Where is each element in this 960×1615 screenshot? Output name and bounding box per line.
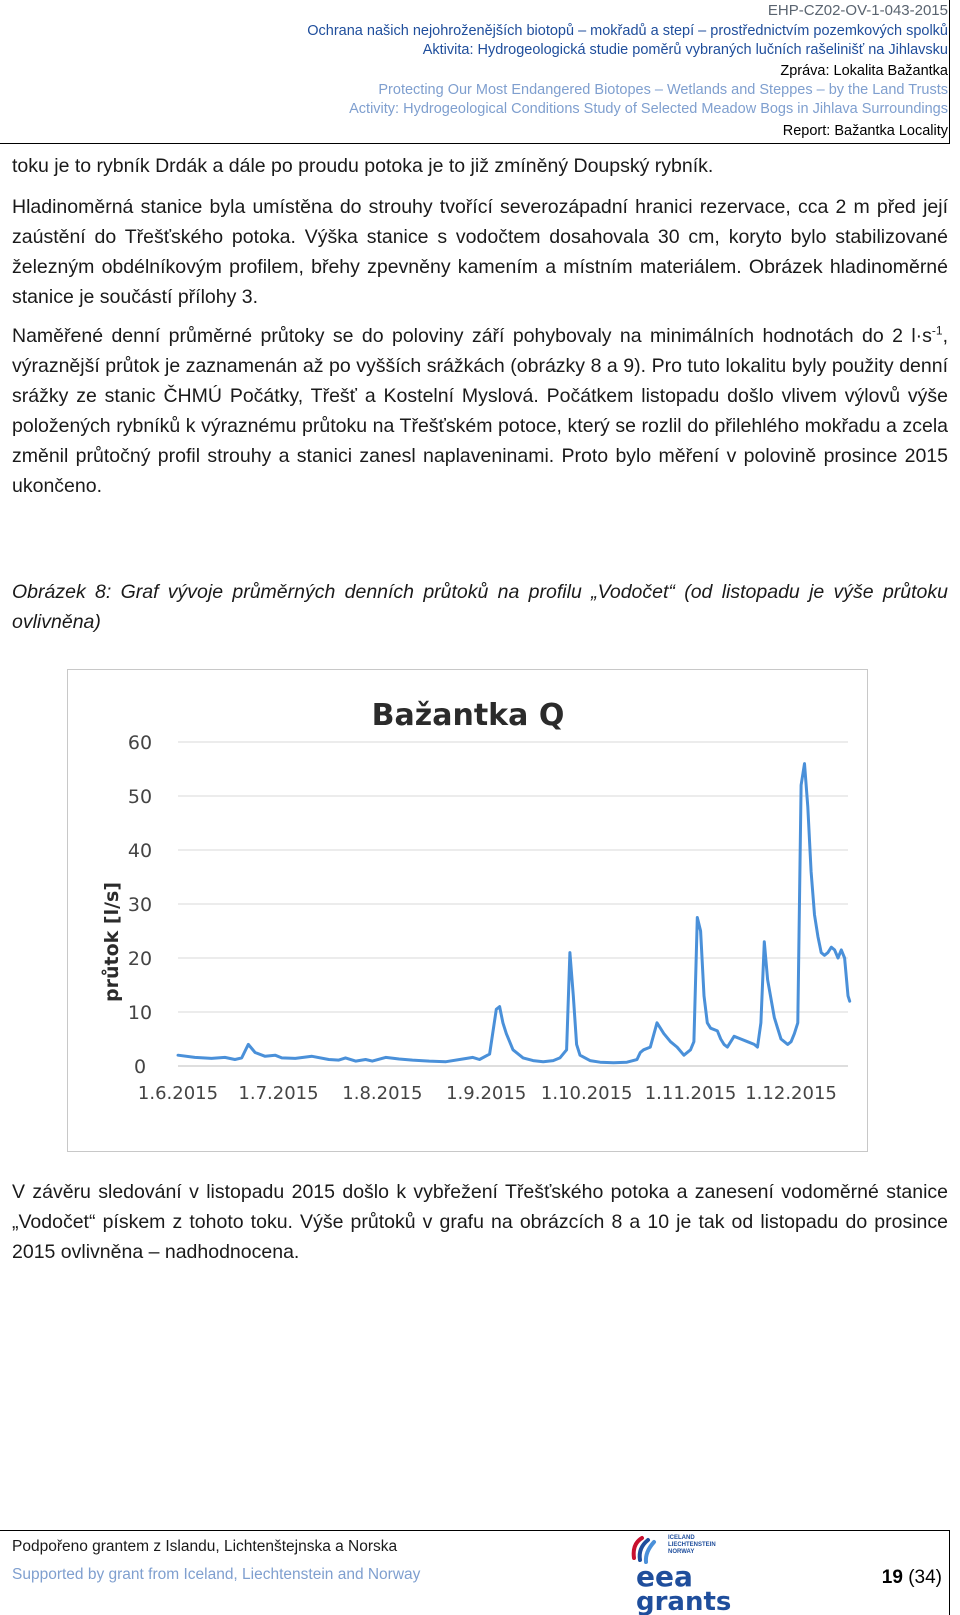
unit-exponent: -1	[931, 323, 943, 338]
paragraph-3-part-b: , výraznější průtok je zaznamenán až po vyšších srážkách (obrázky 8 a 9). Pro tuto lokalitu byly použity denní srážky ze stanic ČHMÚ Počátky, Třešť a Kostelní Myslová. Počátkem listopadu došlo vlivem výlovů výše položených rybníků k výraznému průtoku na Třešťském potoce, který se rozlil do přilehlého mokřadu a zcela změnil průtočný profil strouhy a stanici zanesl naplaveninami. Proto bylo měření v polovině prosince 2015 ukončeno.	[12, 325, 948, 497]
header-cz-report: Zpráva: Lokalita Bažantka	[780, 63, 948, 79]
y-axis-label: průtok [l/s]	[101, 881, 123, 1003]
footer-side-divider	[949, 1530, 950, 1615]
figure-caption: Obrázek 8: Graf vývoje průměrných denních průtoků na profilu „Vodočet“ (od listopadu je výše průtoku ovlivněna)	[12, 581, 948, 633]
header-en-activity: Activity: Hydrogeological Conditions Study of Selected Meadow Bogs in Jihlava Surroundings	[349, 101, 948, 117]
header-cz-project: Ochrana našich nejohroženějších biotopů – mokřadů a stepí – prostřednictvím pozemkových spolků	[307, 23, 948, 39]
y-tick-label: 40	[127, 840, 153, 862]
series-line-q	[178, 764, 850, 1063]
logo-country-1: ICELAND	[668, 1535, 695, 1541]
x-tick-label: 1.9.2015	[446, 1083, 527, 1104]
x-tick-label: 1.8.2015	[342, 1083, 423, 1104]
header-divider	[0, 143, 950, 144]
x-tick-label: 1.12.2015	[745, 1083, 837, 1104]
y-tick-label: 30	[127, 894, 153, 916]
header-side-divider	[949, 0, 950, 144]
eea-grants-logo	[628, 1530, 738, 1615]
x-tick-label: 1.7.2015	[238, 1083, 319, 1104]
page-number	[882, 1567, 942, 1589]
header-cz-activity: Aktivita: Hydrogeologická studie poměrů vybraných lučních rašelinišť na Jihlavsku	[422, 42, 948, 58]
chart-title: Bažantka Q	[371, 698, 565, 733]
page-header	[0, 0, 948, 143]
logo-country-3: NORWAY	[668, 1549, 695, 1555]
x-tick-label: 1.11.2015	[644, 1083, 737, 1104]
y-tick-label: 20	[127, 948, 153, 970]
y-tick-label: 60	[127, 732, 153, 754]
paragraph-3-part-a: Naměřené denní průměrné průtoky se do poloviny září pohybovaly na minimálních hodnotách do 2 l·s	[12, 325, 932, 347]
logo-eea-text: eea	[636, 1560, 693, 1593]
x-tick-label: 1.6.2015	[137, 1083, 219, 1104]
page-total: (34)	[908, 1567, 942, 1588]
grid-lines	[178, 742, 848, 1066]
y-tick-label: 50	[127, 786, 153, 808]
x-tick-label: 1.10.2015	[540, 1083, 633, 1104]
footer-support-cz: Podpořeno grantem z Islandu, Lichtenštejnska a Norska	[12, 1538, 398, 1555]
x-tick-labels	[138, 1083, 837, 1104]
logo-country-2: LIECHTENSTEIN	[668, 1542, 716, 1548]
page-current: 19	[881, 1567, 903, 1588]
logo-mark-icon	[634, 1538, 654, 1562]
y-tick-label: 10	[127, 1002, 153, 1024]
paragraph-1: toku je to rybník Drdák a dále po proudu potoka je to již zmíněný Doupský rybník.	[12, 155, 714, 177]
document-id: EHP-CZ02-OV-1-043-2015	[767, 2, 948, 19]
header-en-report: Report: Bažantka Locality	[782, 123, 948, 139]
logo-grants-text: grants	[636, 1587, 732, 1615]
footer-divider	[0, 1530, 950, 1531]
flow-chart	[68, 670, 867, 1151]
y-tick-label: 0	[133, 1056, 147, 1078]
paragraph-3	[12, 321, 948, 501]
paragraph-4: V závěru sledování v listopadu 2015 došlo k vybřežení Třešťského potoka a zanesení vodoměrné stanice „Vodočet“ pískem z tohoto toku. Výše průtoků v grafu na obrázcích 8 a 10 je tak od listopadu do prosince 2015 ovlivněna – nadhodnocena.	[12, 1181, 948, 1263]
paragraph-2: Hladinoměrná stanice byla umístěna do strouhy tvořící severozápadní hranici rezervace, cca 2 m před její zaústění do Třešťského potoka. Výška stanice s vodočtem dosahovala 30 cm, koryto bylo stabilizované železným obdélníkovým profilem, břehy zpevněny kamením a místním materiálem. Obrázek hladinoměrné stanice je součástí přílohy 3.	[12, 196, 948, 308]
y-tick-labels	[128, 732, 152, 1078]
footer-support-en: Supported by grant from Iceland, Liechtenstein and Norway	[12, 1566, 421, 1583]
header-en-project: Protecting Our Most Endangered Biotopes – Wetlands and Steppes – by the Land Trusts	[378, 82, 948, 98]
chart-frame	[67, 669, 868, 1152]
